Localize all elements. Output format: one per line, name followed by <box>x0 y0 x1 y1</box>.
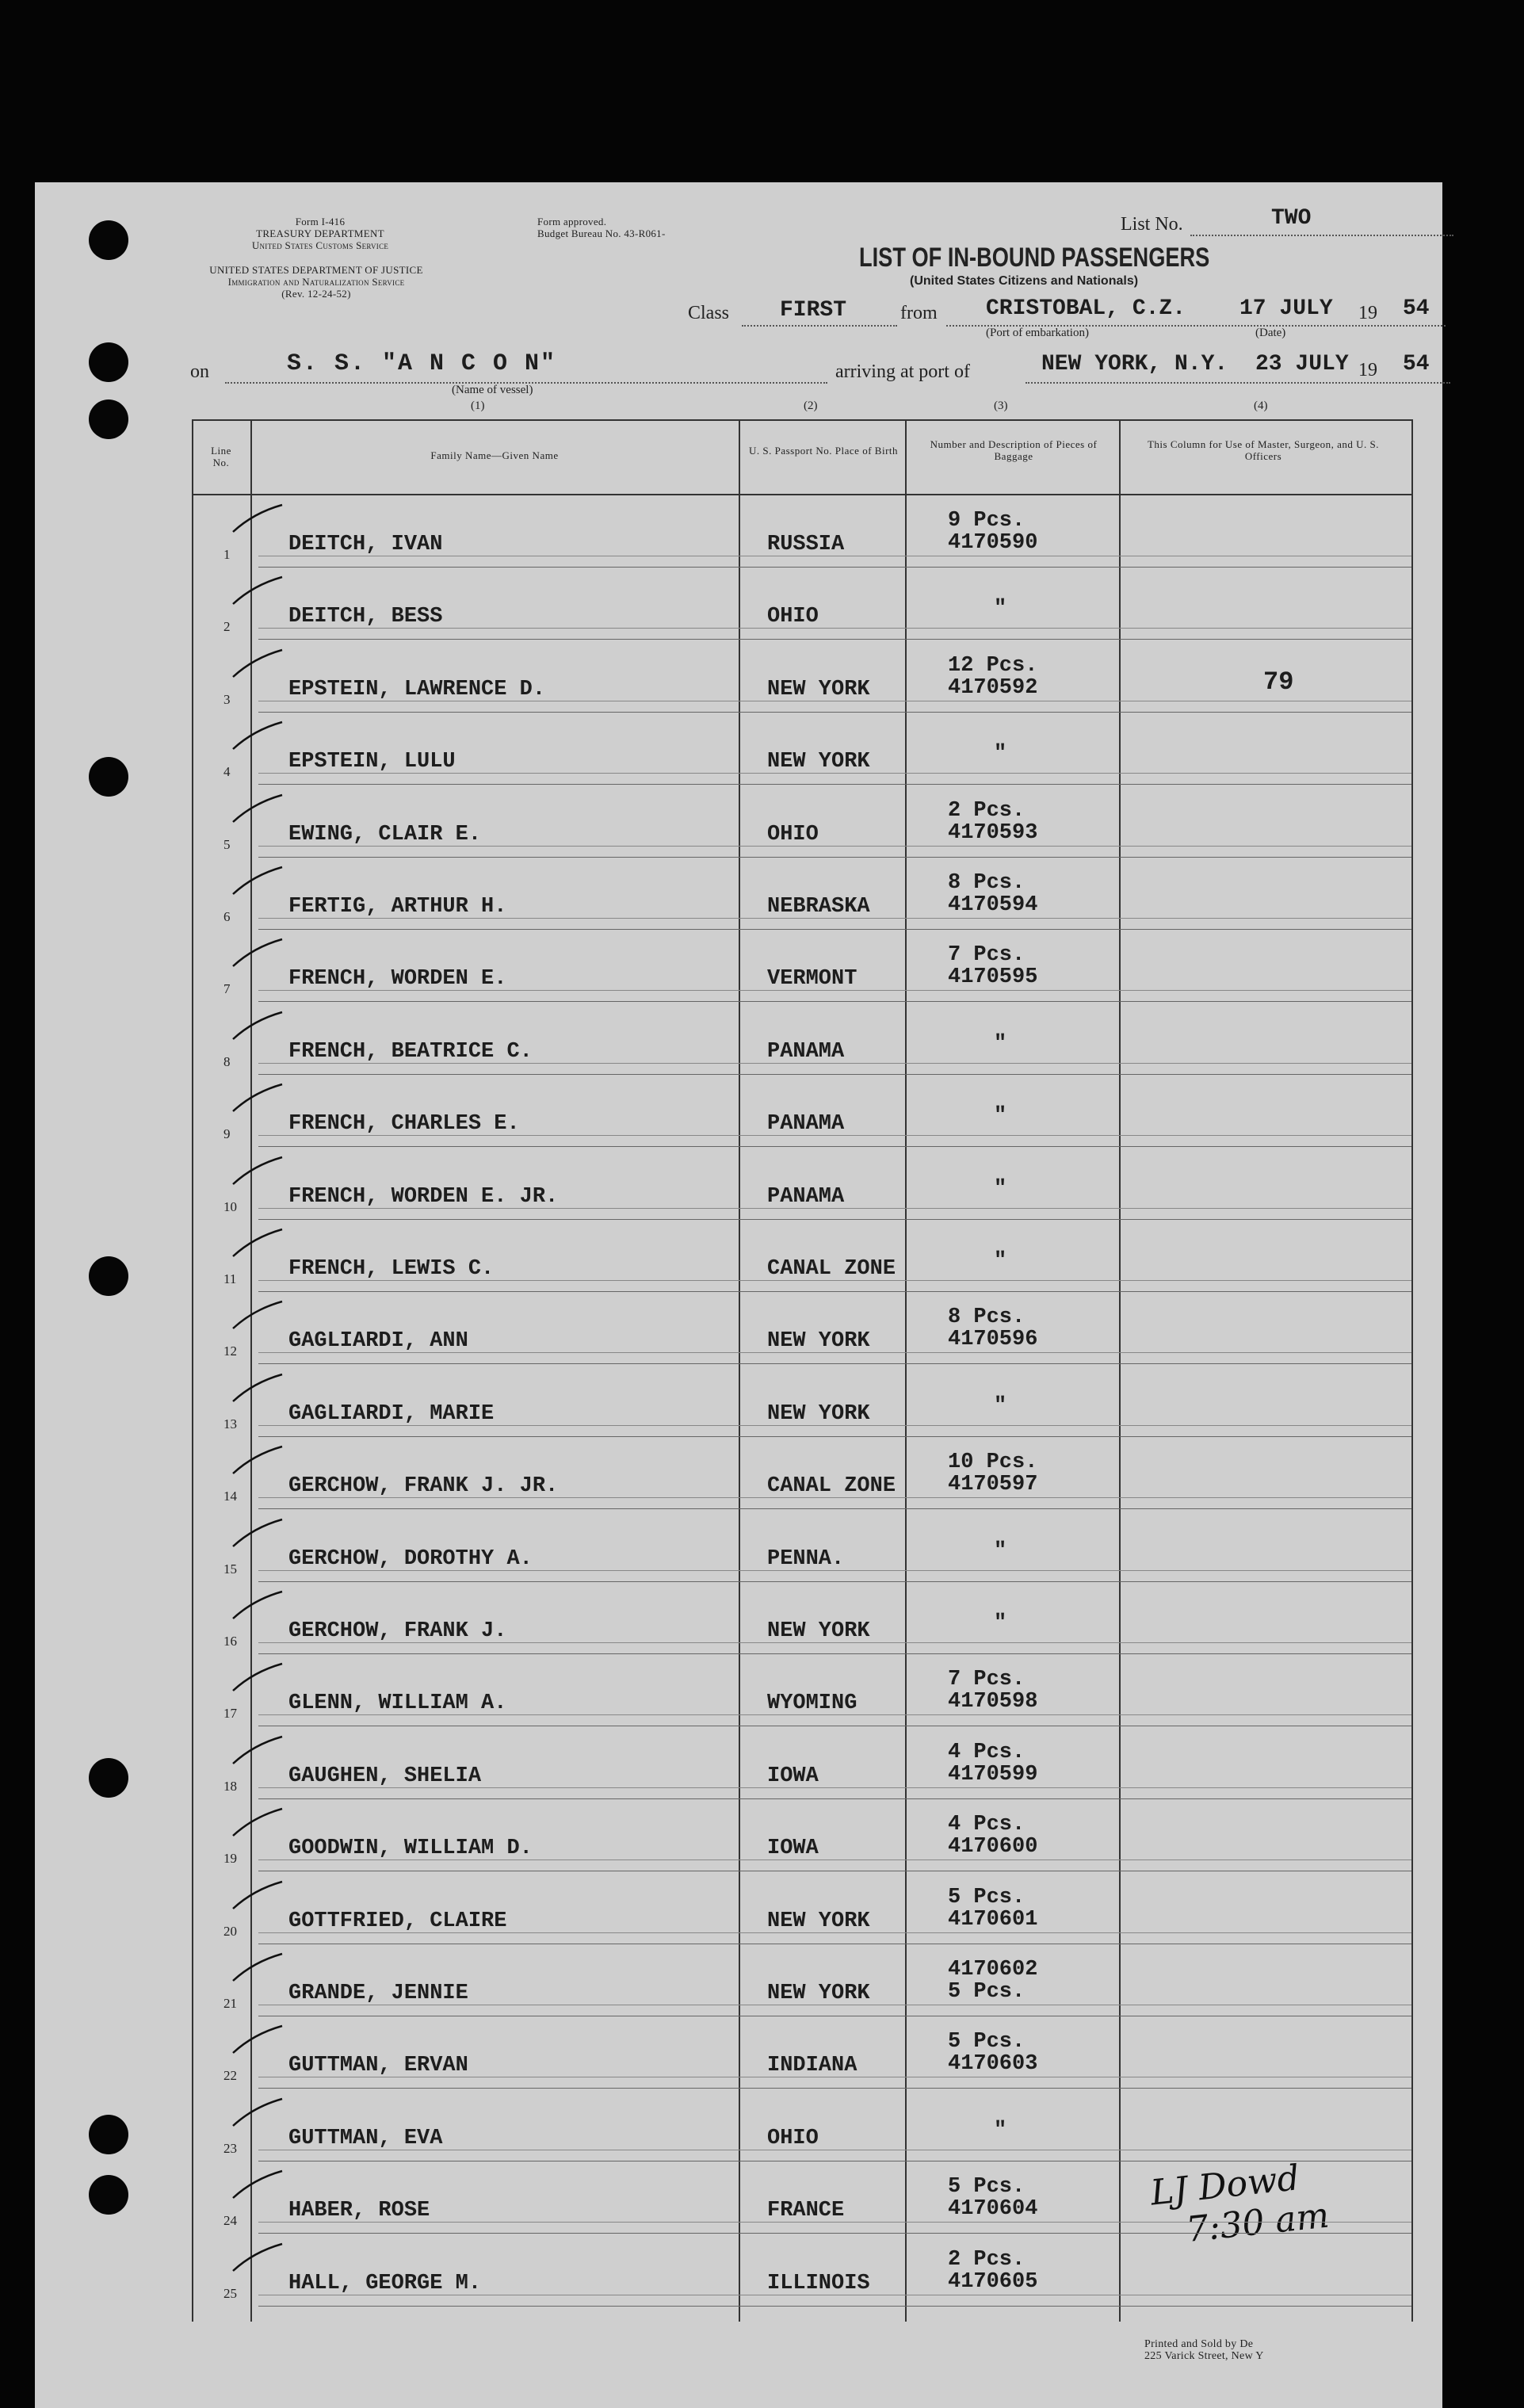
check-mark-icon <box>230 2024 285 2056</box>
line-number: 21 <box>223 1996 237 2011</box>
table-row <box>193 1075 1411 1147</box>
approval-block <box>537 216 666 239</box>
baggage-line-2: " <box>994 1611 1007 1635</box>
passenger-name: FRENCH, BEATRICE C. <box>288 1039 533 1064</box>
printer-line-1: Printed and Sold by De <box>1144 2338 1254 2350</box>
check-mark-icon <box>230 793 285 825</box>
line-number: 20 <box>223 1923 237 1939</box>
check-mark-icon <box>230 1156 285 1187</box>
baggage-line-1: 4170602 <box>948 1958 1038 1982</box>
baggage-line-2: 5 Pcs. <box>948 1980 1026 2004</box>
baggage-line-2: 4170599 <box>948 1762 1038 1787</box>
punch-hole <box>89 2175 128 2215</box>
table-row <box>193 495 1411 568</box>
place-of-birth: PENNA. <box>767 1546 845 1571</box>
line-number: 4 <box>223 764 231 780</box>
class-line <box>742 325 897 327</box>
place-of-birth: OHIO <box>767 2126 819 2150</box>
check-mark-icon <box>230 1807 285 1839</box>
list-no-line <box>1190 235 1453 236</box>
check-mark-icon <box>230 1373 285 1405</box>
passenger-name: GAGLIARDI, MARIE <box>288 1401 495 1426</box>
line-number: 9 <box>223 1126 231 1142</box>
form-approved: Form approved. <box>537 216 607 227</box>
header-baggage: Number and Description of Pieces of Baggage <box>930 438 1098 462</box>
place-of-birth: PANAMA <box>767 1184 845 1209</box>
place-of-birth: NEW YORK <box>767 1401 870 1426</box>
passenger-table <box>192 419 1413 2322</box>
printer-line-2: 225 Varick Street, New Y <box>1144 2350 1264 2362</box>
budget-bureau: Budget Bureau No. 43-R061- <box>537 227 666 239</box>
arrival-port: NEW YORK, N.Y. <box>1041 352 1228 376</box>
line-number: 25 <box>223 2285 237 2301</box>
passenger-name: HALL, GEORGE M. <box>288 2271 482 2295</box>
place-of-birth: NEBRASKA <box>767 895 870 919</box>
baggage-line-2: 4170597 <box>948 1473 1038 1497</box>
baggage-line-2: " <box>994 1104 1007 1129</box>
passenger-name: FRENCH, CHARLES E. <box>288 1112 520 1137</box>
check-mark-icon <box>230 1735 285 1767</box>
header-name: Family Name—Given Name <box>430 449 559 461</box>
from-value: CRISTOBAL, C.Z. <box>986 296 1186 321</box>
baggage-line-1: 5 Pcs. <box>948 2030 1026 2054</box>
check-mark-icon <box>230 1880 285 1912</box>
table-row <box>193 568 1411 640</box>
line-number: 16 <box>223 1634 237 1649</box>
punch-hole <box>89 1256 128 1296</box>
place-of-birth: CANAL ZONE <box>767 1257 896 1281</box>
table-row <box>193 1510 1411 1582</box>
passenger-name: GLENN, WILLIAM A. <box>288 1691 507 1716</box>
place-of-birth: PANAMA <box>767 1039 845 1064</box>
line-number: 22 <box>223 2068 237 2084</box>
baggage-line-1: 2 Pcs. <box>948 2247 1026 2272</box>
table-row <box>193 1437 1411 1509</box>
passenger-name: EPSTEIN, LAWRENCE D. <box>288 677 546 701</box>
table-row <box>193 1220 1411 1292</box>
check-mark-icon <box>230 1228 285 1259</box>
punch-hole <box>89 757 128 797</box>
place-of-birth: NEW YORK <box>767 1329 870 1354</box>
header-line-no: Line No. <box>211 445 231 468</box>
class-label: Class <box>688 303 730 323</box>
check-mark-icon <box>230 2169 285 2201</box>
col-num-1: (1) <box>471 399 485 412</box>
passenger-name: FERTIG, ARTHUR H. <box>288 895 507 919</box>
from-label: from <box>900 303 938 323</box>
line-number: 15 <box>223 1561 237 1577</box>
baggage-line-1: 4 Pcs. <box>948 1813 1026 1837</box>
table-row <box>193 2161 1411 2234</box>
baggage-line-1: 10 Pcs. <box>948 1451 1038 1475</box>
check-mark-icon <box>230 720 285 752</box>
col-num-4: (4) <box>1254 399 1268 412</box>
table-row <box>193 1799 1411 1871</box>
signature-name: LJ Dowd <box>1148 2158 1302 2214</box>
table-row <box>193 713 1411 785</box>
baggage-line-2: " <box>994 1176 1007 1201</box>
officer-note: 79 <box>1263 667 1294 697</box>
baggage-line-1: 8 Pcs. <box>948 871 1026 895</box>
passenger-name: DEITCH, BESS <box>288 605 443 629</box>
baggage-line-2: 4170594 <box>948 893 1038 917</box>
place-of-birth: OHIO <box>767 605 819 629</box>
place-of-birth: INDIANA <box>767 2054 857 2078</box>
check-mark-icon <box>230 1518 285 1550</box>
passenger-name: GAGLIARDI, ANN <box>288 1329 468 1354</box>
check-mark-icon <box>230 648 285 680</box>
passenger-name: GUTTMAN, ERVAN <box>288 2054 468 2078</box>
baggage-line-1: 5 Pcs. <box>948 1885 1026 1909</box>
place-of-birth: CANAL ZONE <box>767 1474 896 1499</box>
check-mark-icon <box>230 1662 285 1694</box>
place-of-birth: NEW YORK <box>767 677 870 701</box>
check-mark-icon <box>230 1083 285 1114</box>
place-of-birth: FRANCE <box>767 2199 845 2223</box>
form-title: LIST OF IN-BOUND PASSENGERS <box>859 243 1210 273</box>
check-mark-icon <box>230 1952 285 1984</box>
depart-year-prefix: 19 <box>1358 303 1377 323</box>
table-row <box>193 2016 1411 2089</box>
baggage-line-1: 2 Pcs. <box>948 798 1026 823</box>
table-row <box>193 1872 1411 1944</box>
date-caption: (Date) <box>1255 327 1286 339</box>
baggage-line-2: 4170605 <box>948 2269 1038 2294</box>
table-row <box>193 1727 1411 1799</box>
check-mark-icon <box>230 1011 285 1042</box>
table-row <box>193 785 1411 858</box>
vessel-name: S. S. "A N C O N" <box>287 350 557 377</box>
treasury-dept: TREASURY DEPARTMENT <box>256 227 384 239</box>
table-row <box>193 858 1411 930</box>
place-of-birth: RUSSIA <box>767 533 845 556</box>
punch-hole <box>89 220 128 260</box>
line-number: 19 <box>223 1851 237 1867</box>
check-mark-icon <box>230 2242 285 2274</box>
line-number: 6 <box>223 909 231 924</box>
table-row <box>193 1148 1411 1220</box>
place-of-birth: IOWA <box>767 1764 819 1788</box>
list-no-label: List No. <box>1121 214 1183 235</box>
baggage-line-2: 4170593 <box>948 820 1038 845</box>
arriving-label: arriving at port of <box>835 361 970 382</box>
customs-service: United States Customs Service <box>251 239 389 251</box>
punch-hole <box>89 342 128 382</box>
revision-date: (Rev. 12-24-52) <box>281 288 351 300</box>
passenger-name: DEITCH, IVAN <box>288 533 443 556</box>
line-number: 10 <box>223 1198 237 1214</box>
baggage-line-2: " <box>994 2118 1007 2142</box>
baggage-line-2: " <box>994 1393 1007 1418</box>
place-of-birth: NEW YORK <box>767 1909 870 1933</box>
line-number: 2 <box>223 619 231 635</box>
passenger-name: FRENCH, WORDEN E. JR. <box>288 1184 559 1209</box>
passenger-name: GERCHOW, DOROTHY A. <box>288 1546 533 1571</box>
col-num-2: (2) <box>804 399 818 412</box>
check-mark-icon <box>230 1300 285 1332</box>
passenger-name: GOODWIN, WILLIAM D. <box>288 1837 533 1861</box>
arrival-date: 23 JULY <box>1255 352 1349 376</box>
baggage-line-1: 7 Pcs. <box>948 943 1026 968</box>
check-mark-icon <box>230 2097 285 2129</box>
class-value: FIRST <box>780 298 847 323</box>
place-of-birth: OHIO <box>767 822 819 847</box>
list-no-value: TWO <box>1271 206 1312 231</box>
table-row <box>193 1365 1411 1437</box>
passenger-name: HABER, ROSE <box>288 2199 430 2223</box>
port-caption: (Port of embarkation) <box>986 327 1089 339</box>
line-number: 23 <box>223 2140 237 2156</box>
place-of-birth: PANAMA <box>767 1112 845 1137</box>
form-subtitle: (United States Citizens and Nationals) <box>910 274 1139 288</box>
arrival-year-prefix: 19 <box>1358 360 1377 380</box>
table-row <box>193 930 1411 1002</box>
justice-block <box>185 264 447 300</box>
check-mark-icon <box>230 866 285 897</box>
baggage-line-2: 4170595 <box>948 965 1038 990</box>
baggage-line-1: 9 Pcs. <box>948 509 1026 533</box>
table-row <box>193 1003 1411 1075</box>
passenger-name: GAUGHEN, SHELIA <box>288 1764 482 1788</box>
check-mark-icon <box>230 1590 285 1622</box>
depart-date: 17 JULY <box>1239 296 1333 321</box>
line-number: 1 <box>223 547 231 562</box>
header-passport: U. S. Passport No. Place of Birth <box>748 445 899 457</box>
baggage-line-2: 4170600 <box>948 1835 1038 1860</box>
baggage-line-1: 5 Pcs. <box>948 2175 1026 2200</box>
baggage-line-2: 4170598 <box>948 1690 1038 1714</box>
table-row <box>193 2089 1411 2161</box>
place-of-birth: WYOMING <box>767 1691 857 1716</box>
place-of-birth: NEW YORK <box>767 1619 870 1643</box>
header-officers: This Column for Use of Master, Surgeon, and U. S. Officers <box>1147 438 1380 462</box>
place-of-birth: ILLINOIS <box>767 2271 870 2295</box>
line-number: 14 <box>223 1489 237 1504</box>
passenger-name: GRANDE, JENNIE <box>288 1982 468 2005</box>
place-of-birth: VERMONT <box>767 967 857 992</box>
line-number: 3 <box>223 691 231 707</box>
passenger-name: EWING, CLAIR E. <box>288 822 482 847</box>
on-label: on <box>190 361 209 382</box>
table-row <box>193 1654 1411 1726</box>
baggage-line-2: " <box>994 1249 1007 1273</box>
place-of-birth: NEW YORK <box>767 1982 870 2005</box>
ins-service: Immigration and Naturalization Service <box>227 276 405 288</box>
punch-hole <box>89 1758 128 1798</box>
line-number: 11 <box>223 1271 237 1286</box>
passenger-name: FRENCH, WORDEN E. <box>288 967 507 992</box>
check-mark-icon <box>230 938 285 969</box>
line-number: 17 <box>223 1706 237 1722</box>
row-divider <box>258 2306 1411 2307</box>
form-agency-block <box>178 216 463 251</box>
passenger-name: GUTTMAN, EVA <box>288 2126 443 2150</box>
baggage-line-1: 4 Pcs. <box>948 1740 1026 1764</box>
baggage-line-2: 4170601 <box>948 1907 1038 1932</box>
line-number: 24 <box>223 2213 237 2229</box>
vessel-caption: (Name of vessel) <box>452 384 533 396</box>
signature-time: 7:30 am <box>1184 2195 1331 2251</box>
baggage-line-1: 7 Pcs. <box>948 1668 1026 1692</box>
place-of-birth: NEW YORK <box>767 750 870 774</box>
passenger-name: EPSTEIN, LULU <box>288 750 456 774</box>
check-mark-icon <box>230 575 285 607</box>
table-row <box>193 640 1411 713</box>
passenger-name: FRENCH, LEWIS C. <box>288 1257 495 1281</box>
line-number: 5 <box>223 836 231 852</box>
line-number: 13 <box>223 1416 237 1431</box>
col-num-3: (3) <box>994 399 1008 412</box>
arrival-line <box>1026 382 1450 384</box>
line-number: 18 <box>223 1778 237 1794</box>
baggage-line-1: 8 Pcs. <box>948 1305 1026 1330</box>
justice-dept: UNITED STATES DEPARTMENT OF JUSTICE <box>209 264 423 276</box>
printer-imprint <box>1144 2338 1264 2362</box>
baggage-line-2: 4170592 <box>948 675 1038 700</box>
baggage-line-2: 4170590 <box>948 531 1038 555</box>
form-id: Form I-416 <box>295 216 346 227</box>
baggage-line-1: 12 Pcs. <box>948 653 1038 678</box>
line-number: 7 <box>223 981 231 997</box>
baggage-line-2: " <box>994 597 1007 621</box>
check-mark-icon <box>230 1445 285 1477</box>
table-row <box>193 2234 1411 2307</box>
line-number: 12 <box>223 1344 237 1359</box>
table-row <box>193 1292 1411 1364</box>
table-row <box>193 1582 1411 1654</box>
depart-year: 54 <box>1403 296 1430 321</box>
place-of-birth: IOWA <box>767 1837 819 1861</box>
baggage-line-2: 4170604 <box>948 2197 1038 2222</box>
line-number: 8 <box>223 1053 231 1069</box>
baggage-line-2: " <box>994 1538 1007 1563</box>
check-mark-icon <box>230 503 285 535</box>
punch-hole <box>89 399 128 439</box>
baggage-line-2: " <box>994 742 1007 766</box>
punch-hole <box>89 2115 128 2154</box>
table-row <box>193 1944 1411 2016</box>
passenger-name: GOTTFRIED, CLAIRE <box>288 1909 507 1933</box>
baggage-line-2: " <box>994 1031 1007 1056</box>
baggage-line-2: 4170596 <box>948 1328 1038 1352</box>
baggage-line-2: 4170603 <box>948 2052 1038 2077</box>
passenger-name: GERCHOW, FRANK J. JR. <box>288 1474 559 1499</box>
passenger-name: GERCHOW, FRANK J. <box>288 1619 507 1643</box>
arrival-year: 54 <box>1403 352 1430 376</box>
